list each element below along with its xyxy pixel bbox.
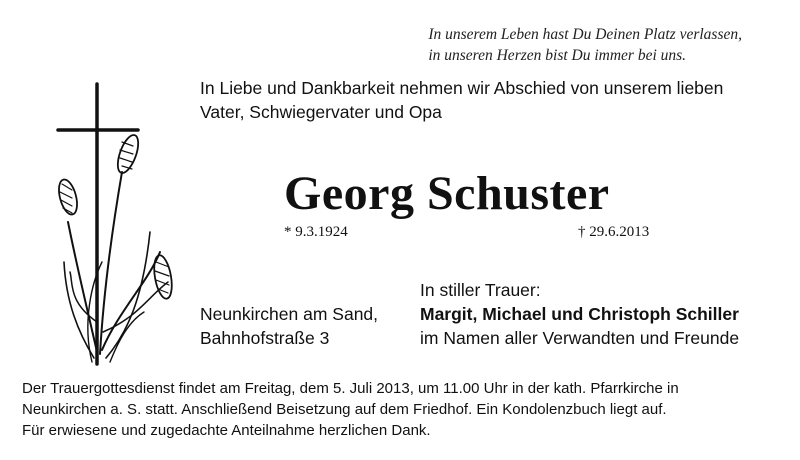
mourners — [420, 278, 739, 350]
quote-line-2: in unseren Herzen bist Du immer bei uns. — [428, 47, 687, 64]
address — [200, 302, 378, 350]
address-line-2: Bahnhofstraße 3 — [200, 328, 330, 348]
mourners-family: Margit, Michael und Christoph Schiller — [420, 304, 739, 324]
service-notice-line-1: Der Trauergottesdienst findet am Freitag, dem 5. Juli 2013, um 11.00 Uhr in der kath. Pfarrkirche in — [22, 380, 679, 397]
address-line-1: Neunkirchen am Sand, — [200, 304, 379, 324]
mourners-relatives: im Namen aller Verwandten und Freunde — [420, 328, 740, 348]
intro-line-2: Vater, Schwiegervater und Opa — [200, 102, 442, 122]
service-notice-line-3: Für erwiesene und zugedachte Anteilnahme herzlichen Dank. — [22, 422, 431, 439]
death-date: † 29.6.2013 — [578, 224, 650, 240]
quote-line-1: In unserem Leben hast Du Deinen Platz verlassen, — [428, 26, 742, 43]
cross-with-wheat-icon — [48, 82, 198, 372]
mourners-heading: In stiller Trauer: — [420, 280, 541, 300]
deceased-name: Georg Schuster — [284, 167, 610, 220]
intro-text — [200, 76, 723, 124]
quote — [428, 24, 742, 66]
service-notice — [22, 378, 782, 441]
intro-line-1: In Liebe und Dankbarkeit nehmen wir Abschied von unserem lieben — [200, 78, 724, 98]
birth-date: * 9.3.1924 — [284, 224, 348, 240]
service-notice-line-2: Neunkirchen a. S. statt. Anschließend Beisetzung auf dem Friedhof. Ein Kondolenzbuch liegt auf. — [22, 401, 667, 418]
